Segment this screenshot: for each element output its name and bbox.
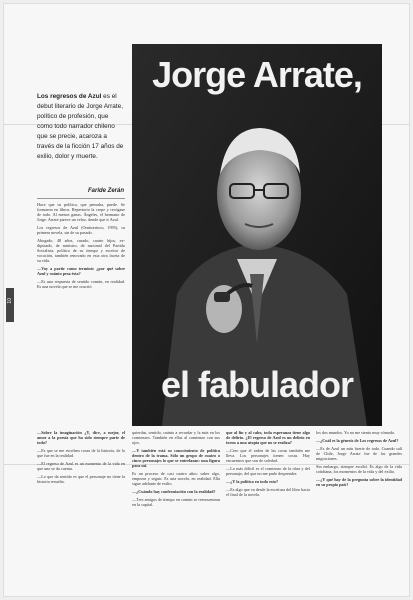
paragraph: —Es de Azul un más fuerte de todo. Cuando salí de Chile, Jorge Arrate fue de las grandes migraciones. — [316, 446, 402, 461]
headline-subtitle: el fabulador — [160, 364, 354, 405]
paragraph: —Tres amigos de tiempo en común se reencuentran en la capital. — [132, 497, 220, 507]
paragraph: Es un proceso de casi cuatro años: saber algo, empezar y seguir. Es una novela, en realidad. Ella sigue adelante de exilio. — [132, 471, 220, 486]
article-column-middle — [132, 430, 220, 592]
question: —¿Y qué hay de la pregunta sobre la identidad en su propio país? — [316, 477, 402, 487]
question: —Voy a partir como terminó: ¿por qué sobre Azul y cuánto pesa ésta? — [37, 266, 125, 276]
paragraph: quierdas, sentido, cuánto a recordar y la más en los comienzos. También en ellas al comienzo con sus ojos. — [132, 430, 220, 445]
headline-title: Jorge Arrate, — [152, 54, 362, 95]
book-title: Los regresos de Azul — [37, 93, 102, 100]
question: —¿Cuándo hay confrontación con la realidad? — [132, 489, 216, 494]
portrait-photo — [132, 44, 382, 426]
paragraph: Los regresos de Azul (Ornitorrinco, 1995), su primera novela, sin de su pasado. — [37, 225, 125, 235]
paragraph: —El regreso de Azul es un momento de la vida en que uno se da cuenta. — [37, 461, 125, 471]
paragraph: Hace que su política, que pensaba, puede. Se formaron en libros. Repertorio la crepe y recógase de todo. Al menos ganas. Ángeles, el hermano de Jorge. Arrate parece un veloz, donde que ir Azul. — [37, 202, 125, 222]
article-column-right — [226, 430, 310, 592]
article-column-bottom-left — [37, 430, 125, 592]
paragraph: —Lo que da sentido es que el personaje no tiene la historia resuelta. — [37, 474, 125, 484]
divider — [37, 198, 125, 199]
article-column-far-right — [316, 430, 402, 592]
paragraph: —Es una respuesta de sentido común, en realidad. Es una novela que se me ocurrió. — [37, 279, 125, 289]
question: —¿Cuál es la génesis de Los regresos de Azul? — [316, 438, 399, 443]
question: —Sobre la imaginación ¿Y, dice, a mejor, el amor a la poesía que ha sido siempre parte de todo? — [37, 430, 125, 445]
newspaper-page — [3, 3, 410, 597]
question: —¿Y la política en todo esto? — [226, 479, 279, 484]
paragraph: —Creo que el orden de las cosas también me lleva. Los personajes tienen cosas. Hay encuentros que son de soledad. — [226, 448, 310, 463]
question: —Y también está su conocimiento de política dentro de la trama. Sólo un grupo de cuatro o cinco personajes lo que se entrelazan: una figura para mí. — [132, 448, 220, 468]
author-byline: Faride Zerán — [87, 188, 124, 194]
article-column-left — [37, 202, 125, 424]
paragraph: —Es algo que va desde la escritura del libro hacia el final de la novela. — [226, 487, 310, 497]
page-marker — [6, 288, 14, 322]
paragraph: —Lo más difícil es el comienzo de la obra y del personaje, del que no me pude desprender. — [226, 466, 310, 476]
paragraph: Sin embargo, siempre escribí. Es algo de la vida cotidiana, los momentos de la vida y del exilio. — [316, 464, 402, 474]
paragraph: —Es que se me escriben cosas de la historia, de lo que fue en la realidad. — [37, 448, 125, 458]
question: que al fin y al cabo, toda esperanza tiene algo de delirio. ¿El regreso de Azul es un delirio en torno a una utopía que no se realiza? — [226, 430, 310, 445]
intro-paragraph — [37, 92, 125, 161]
intro-text: es el debut literario de Jorge Arrate, político de profesión, que como todo narrador chileno que se precie, acaroza a través de la ficción 17 años de exilio, dolor y muerte. — [37, 93, 124, 160]
page-number: 10 — [7, 298, 13, 304]
paragraph: los dos mundos. Yo no me siento muy cómodo. — [316, 430, 396, 435]
paragraph: Abogado, 48 años, casado, cuatro hijos, ex-diputado, de ministro, de nacional del Partido Socialista, político de su tiempo y escritor de vocación, también renovado en esta otra faceta de su vida. — [37, 238, 125, 263]
